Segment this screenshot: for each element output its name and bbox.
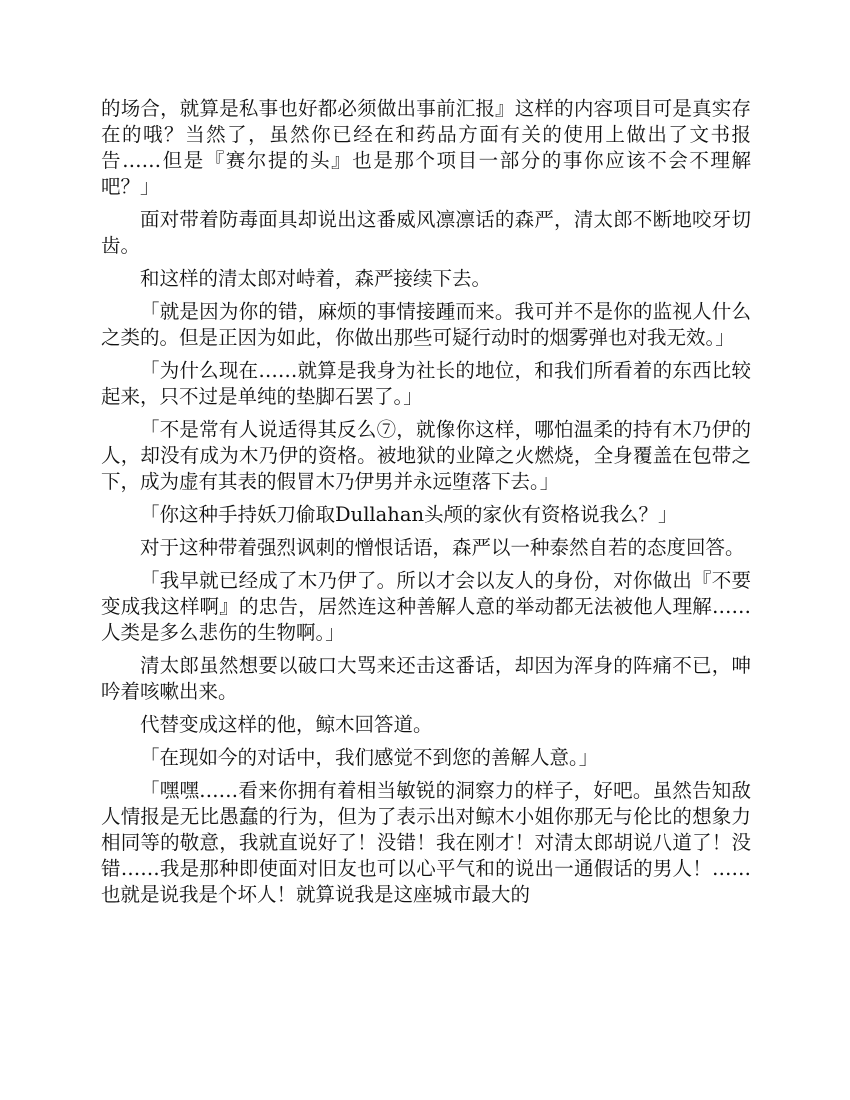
paragraph-10: 清太郎虽然想要以破口大骂来还击这番话，却因为浑身的阵痛不已，呻吟着咳嗽出来。 bbox=[101, 654, 751, 703]
paragraph-9: 「我早就已经成了木乃伊了。所以才会以友人的身份，对你做出『不要变成我这样啊』的忠告，居然连这种善解人意的举动都无法被他人理解……人类是多么悲伤的生物啊。」 bbox=[101, 569, 751, 644]
paragraph-1: 的场合，就算是私事也好都必须做出事前汇报』这样的内容项目可是真实存在的哦？当然了，虽然你已经在和药品方面有关的使用上做出了文书报告……但是『赛尔提的头』也是那个项目一部分的事你应该不会不理解吧？」 bbox=[101, 97, 751, 198]
paragraph-13: 「嘿嘿……看来你拥有着相当敏锐的洞察力的样子，好吧。虽然告知敌人情报是无比愚蠢的行为，但为了表示出对鲸木小姐你那无与伦比的想象力相同等的敬意，我就直说好了！没错！我在刚才！对清太郎胡说八道了！没错……我是那种即使面对旧友也可以心平气和的说出一通假话的男人！……也就是说我是个坏人！就算说我是这座城市最大的 bbox=[101, 779, 751, 906]
paragraph-4: 「就是因为你的错，麻烦的事情接踵而来。我可并不是你的监视人什么之类的。但是正因为如此，你做出那些可疑行动时的烟雾弹也对我无效。」 bbox=[101, 300, 751, 349]
paragraph-3: 和这样的清太郎对峙着，森严接续下去。 bbox=[140, 267, 492, 290]
paragraph-5: 「为什么现在……就算是我身为社长的地位，和我们所看着的东西比较起来，只不过是单纯的垫脚石罢了。」 bbox=[101, 359, 751, 408]
paragraph-7: 「你这种手持妖刀偷取Dullahan头颅的家伙有资格说我么？」 bbox=[140, 503, 678, 526]
paragraph-11: 代替变成这样的他，鲸木回答道。 bbox=[140, 713, 433, 736]
paragraph-8: 对于这种带着强烈讽刺的憎恨话语，森严以一种泰然自若的态度回答。 bbox=[140, 536, 745, 559]
paragraph-6: 「不是常有人说适得其反么⑦，就像你这样，哪怕温柔的持有木乃伊的人，却没有成为木乃伊的资格。被地狱的业障之火燃烧，全身覆盖在包带之下，成为虚有其表的假冒木乃伊男并永远堕落下去。」 bbox=[101, 418, 751, 493]
document-page bbox=[101, 96, 751, 915]
paragraph-2: 面对带着防毒面具却说出这番威风凛凛话的森严，清太郎不断地咬牙切齿。 bbox=[101, 208, 751, 257]
paragraph-12: 「在现如今的对话中，我们感觉不到您的善解人意。」 bbox=[140, 746, 599, 769]
